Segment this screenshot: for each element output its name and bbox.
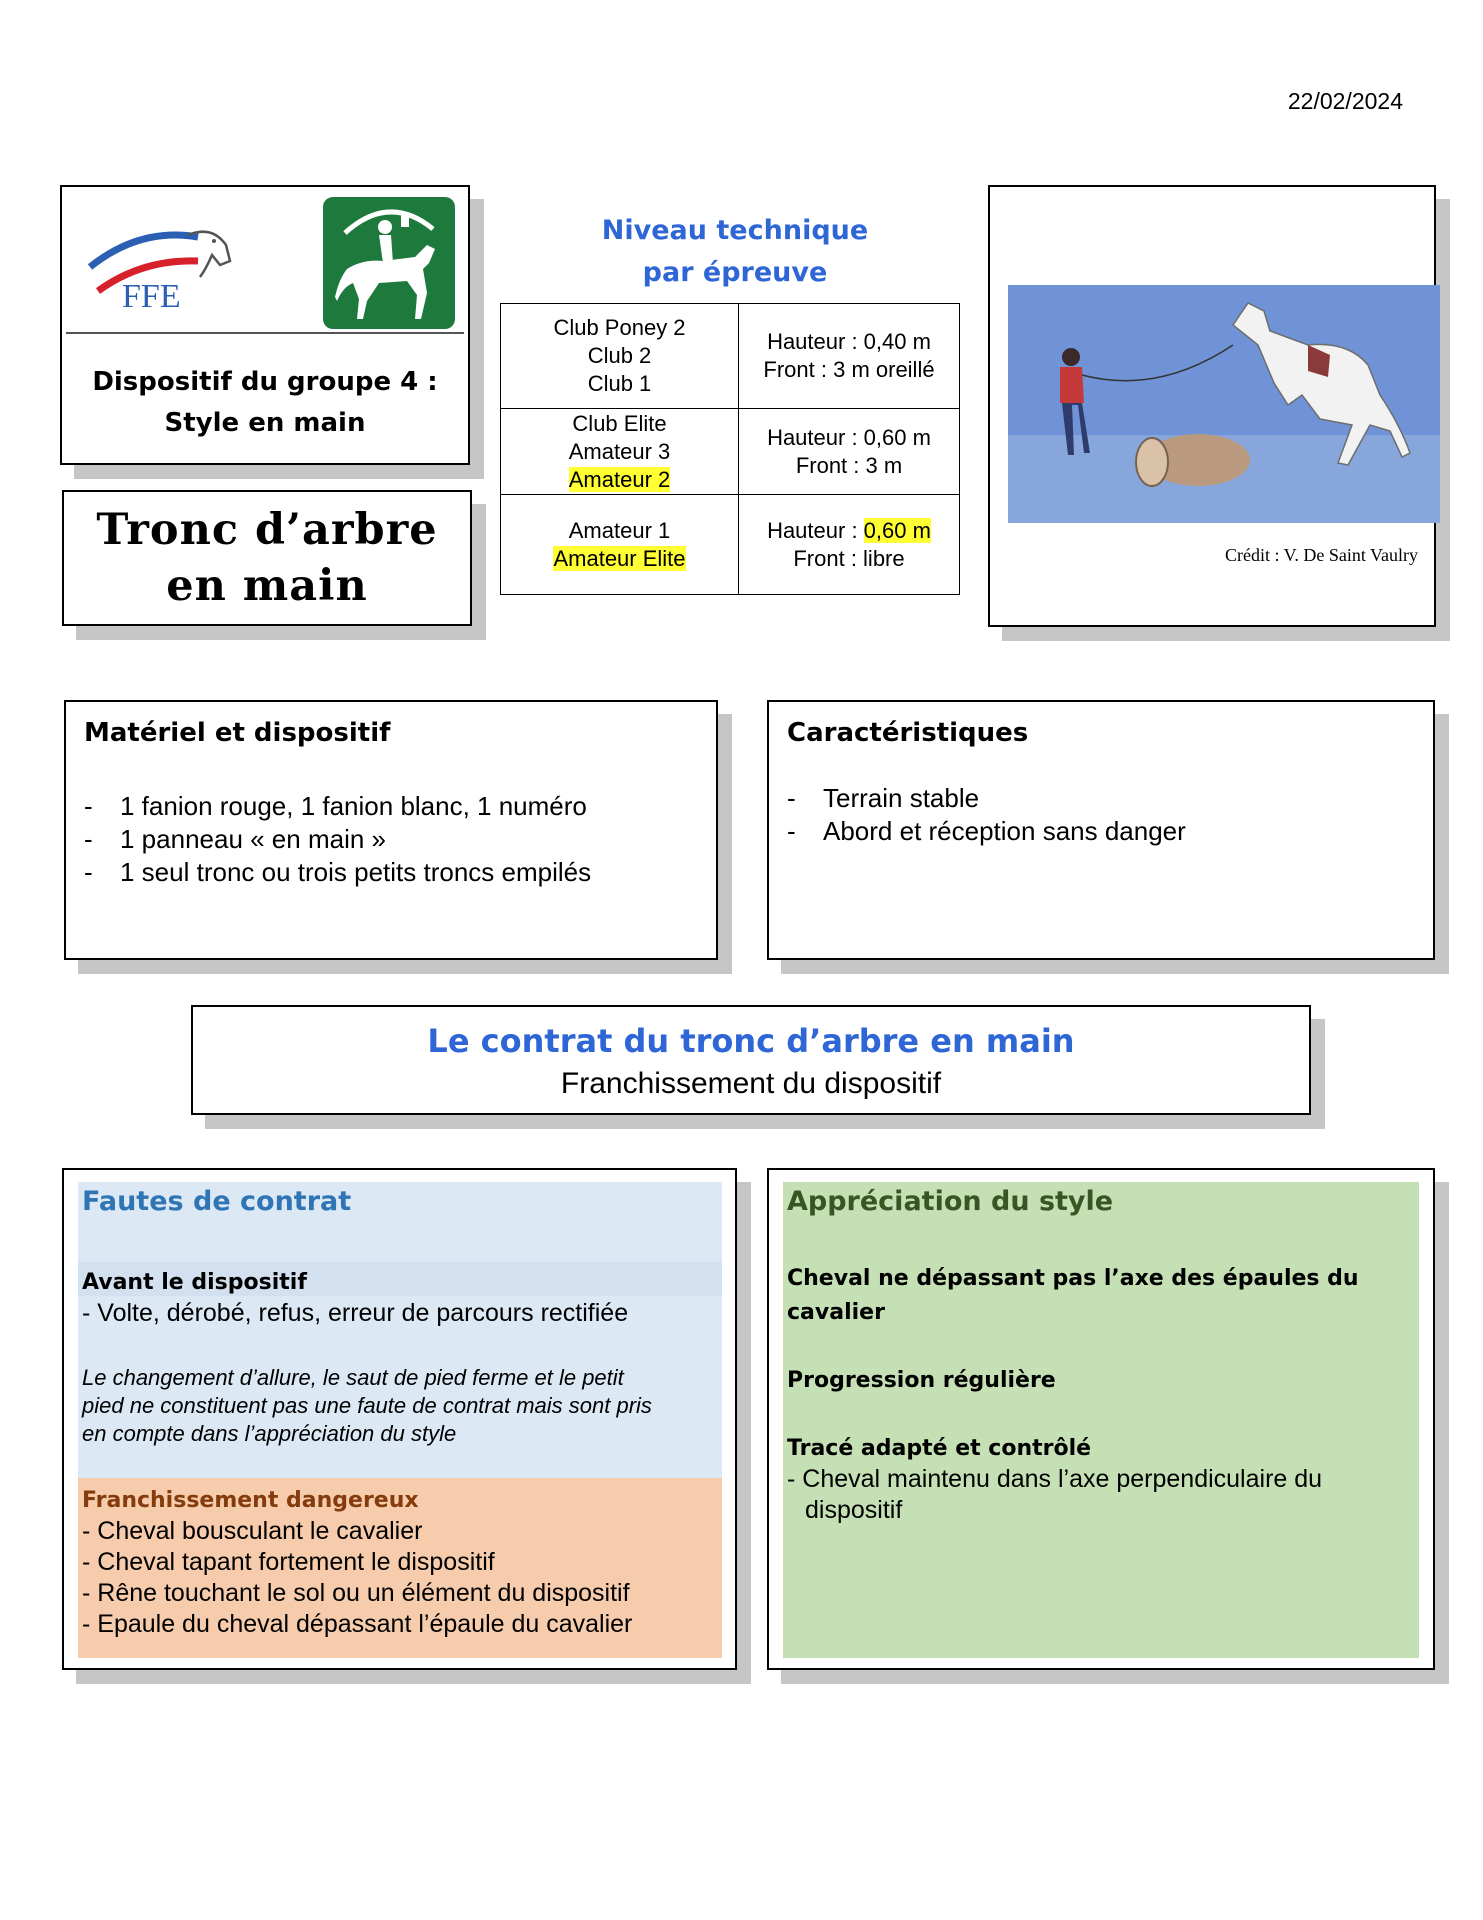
group-title-line2: Style en main [164,408,366,438]
list-item: - Epaule du cheval dépassant l’épaule du cavalier [82,1610,633,1638]
list-item: - Cheval bousculant le cavalier [82,1517,423,1545]
level-label: Amateur 3 [568,438,671,464]
style-title: Appréciation du style [787,1186,1114,1217]
specs-cell [739,304,960,409]
style-criterion-3-detail [787,1464,1322,1526]
danger-title: Franchissement dangereux [82,1488,419,1513]
obstacle-title-line1: Tronc d’arbre [96,505,438,555]
style-background [783,1182,1419,1658]
level-label-highlighted: Amateur Elite [553,545,686,571]
niveau-table [500,303,960,595]
svg-text:FFE: FFE [122,278,181,315]
levels-cell [501,409,739,495]
level-label: Club Poney 2 [553,315,686,340]
contrat-title: Le contrat du tronc d’arbre en main [427,1022,1075,1060]
caracteristiques-title: Caractéristiques [787,718,1029,748]
obstacle-title-line2: en main [166,561,368,611]
table-row [501,304,960,409]
list-item: - Terrain stable [787,782,1186,815]
level-label: Amateur 1 [568,517,671,543]
spec-front: Front : 3 m oreillé [763,357,935,382]
logo-divider [66,332,464,334]
niveau-title-line2: par épreuve [642,257,828,288]
style-box [767,1168,1435,1670]
fautes-box [62,1168,737,1670]
niveau-title [520,210,950,294]
avant-title: Avant le dispositif [82,1270,307,1295]
level-label-highlighted: Amateur 2 [568,466,671,492]
spec-height: Hauteur : 0,40 m [767,329,931,354]
note-line: pied ne constituent pas une faute de contrat mais sont pris [82,1393,652,1418]
materiel-title: Matériel et dispositif [84,718,391,748]
criterion-line: cavalier [787,1300,885,1325]
style-criterion-2: Progression régulière [787,1368,1056,1393]
caracteristiques-box [767,700,1435,960]
list-item: - Cheval tapant fortement le dispositif [82,1548,495,1576]
group-header-box [60,185,470,465]
level-label: Club 2 [587,343,652,368]
table-row [501,409,960,495]
levels-cell [501,495,739,595]
spec-height-label: Hauteur : [767,517,864,543]
specs-cell [739,409,960,495]
list-item: - 1 panneau « en main » [84,823,591,856]
contrat-subtitle: Franchissement du dispositif [560,1067,942,1100]
avant-item: - Volte, dérobé, refus, erreur de parcours rectifiée [82,1299,629,1327]
style-criterion-1 [787,1262,1359,1330]
document-date: 22/02/2024 [1287,88,1403,114]
detail-line: - Cheval maintenu dans l’axe perpendiculaire du [787,1465,1323,1493]
spec-height-value-highlighted: 0,60 m [863,517,931,543]
niveau-title-line1: Niveau technique [601,215,869,246]
table-row [501,495,960,595]
fautes-title: Fautes de contrat [82,1186,352,1217]
danger-list [82,1516,632,1640]
ffe-logo-icon [80,207,235,315]
style-note [82,1364,652,1448]
obstacle-name-box [62,490,472,626]
style-criterion-3: Tracé adapté et contrôlé [787,1436,1092,1461]
obstacle-title [64,502,470,614]
spec-front: Front : libre [793,545,905,571]
level-label: Club 1 [587,371,652,396]
detail-line: dispositif [805,1496,903,1524]
horse-rider-pictogram-icon [323,197,455,329]
horse-jumping-log-illustration [1008,285,1440,523]
caracteristiques-list [787,782,1186,848]
note-line: en compte dans l’appréciation du style [82,1421,457,1446]
contrat-box [191,1005,1311,1115]
spec-height: Hauteur : 0,60 m [767,424,931,450]
list-item: - Abord et réception sans danger [787,815,1186,848]
levels-cell [501,304,739,409]
specs-cell [739,495,960,595]
list-item: - 1 fanion rouge, 1 fanion blanc, 1 numéro [84,790,591,823]
image-credit: Crédit : V. De Saint Vaulry [1225,545,1418,565]
criterion-line: Cheval ne dépassant pas l’axe des épaules du [787,1266,1359,1291]
level-label: Club Elite [572,410,667,436]
note-line: Le changement d’allure, le saut de pied ferme et le petit [82,1365,624,1390]
illustration-box [988,185,1436,627]
materiel-list [84,790,591,889]
list-item: - 1 seul tronc ou trois petits troncs empilés [84,856,591,889]
group-title [62,362,468,444]
group-title-line1: Dispositif du groupe 4 : [92,367,438,397]
list-item: - Rêne touchant le sol ou un élément du dispositif [82,1579,630,1607]
materiel-box [64,700,718,960]
spec-front: Front : 3 m [795,452,903,478]
